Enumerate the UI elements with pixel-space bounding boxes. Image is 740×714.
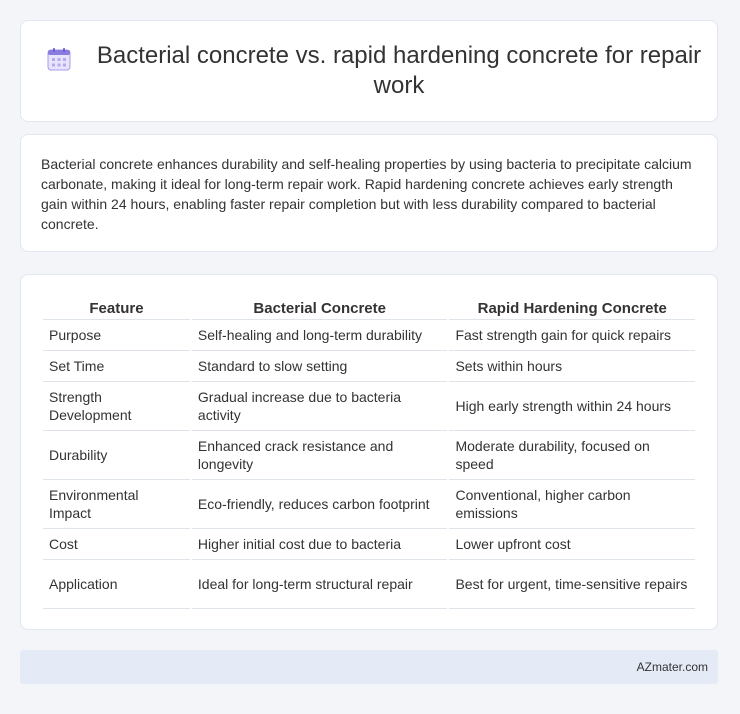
- rapid-cell: Best for urgent, time-sensitive repairs: [449, 560, 695, 609]
- column-header-rapid: Rapid Hardening Concrete: [449, 297, 695, 320]
- feature-cell: Durability: [43, 431, 190, 480]
- bacterial-cell: Self-healing and long-term durability: [192, 320, 448, 351]
- bacterial-cell: Ideal for long-term structural repair: [192, 560, 448, 609]
- feature-cell: Application: [43, 560, 190, 609]
- column-header-bacterial: Bacterial Concrete: [192, 297, 448, 320]
- table-row: [43, 529, 695, 560]
- rapid-cell: Conventional, higher carbon emissions: [449, 480, 695, 529]
- feature-cell: Set Time: [43, 351, 190, 382]
- feature-cell: Strength Development: [43, 382, 190, 431]
- site-credit: AZmater.com: [636, 660, 708, 674]
- footer-bar: [20, 650, 718, 684]
- table-row: [43, 480, 695, 529]
- bacterial-cell: Enhanced crack resistance and longevity: [192, 431, 448, 480]
- table-header-row: [43, 297, 695, 320]
- feature-cell: Purpose: [43, 320, 190, 351]
- column-header-feature: Feature: [43, 297, 190, 320]
- rapid-cell: Moderate durability, focused on speed: [449, 431, 695, 480]
- table-row: [43, 320, 695, 351]
- comparison-table-card: [20, 274, 718, 630]
- bacterial-cell: Standard to slow setting: [192, 351, 448, 382]
- rapid-cell: Lower upfront cost: [449, 529, 695, 560]
- comparison-table: [41, 297, 697, 609]
- rapid-cell: Fast strength gain for quick repairs: [449, 320, 695, 351]
- bacterial-cell: Eco-friendly, reduces carbon footprint: [192, 480, 448, 529]
- table-row: [43, 382, 695, 431]
- bacterial-cell: Higher initial cost due to bacteria: [192, 529, 448, 560]
- table-row: [43, 560, 695, 609]
- summary-card: [20, 134, 718, 252]
- bacterial-cell: Gradual increase due to bacteria activity: [192, 382, 448, 431]
- table-row: [43, 351, 695, 382]
- summary-text: Bacterial concrete enhances durability and self-healing properties by using bacteria to precipitate calcium carbonate, making it ideal for long-term repair work. Rapid hardening concrete achieves early strength gain within 24 hours, enabling faster repair completion but with less durability compared to bacterial concrete.: [41, 156, 692, 232]
- title-card: [20, 20, 718, 122]
- table-row: [43, 431, 695, 480]
- rapid-cell: Sets within hours: [449, 351, 695, 382]
- feature-cell: Environmental Impact: [43, 480, 190, 529]
- rapid-cell: High early strength within 24 hours: [449, 382, 695, 431]
- feature-cell: Cost: [43, 529, 190, 560]
- page-title: Bacterial concrete vs. rapid hardening concrete for repair work: [96, 42, 702, 99]
